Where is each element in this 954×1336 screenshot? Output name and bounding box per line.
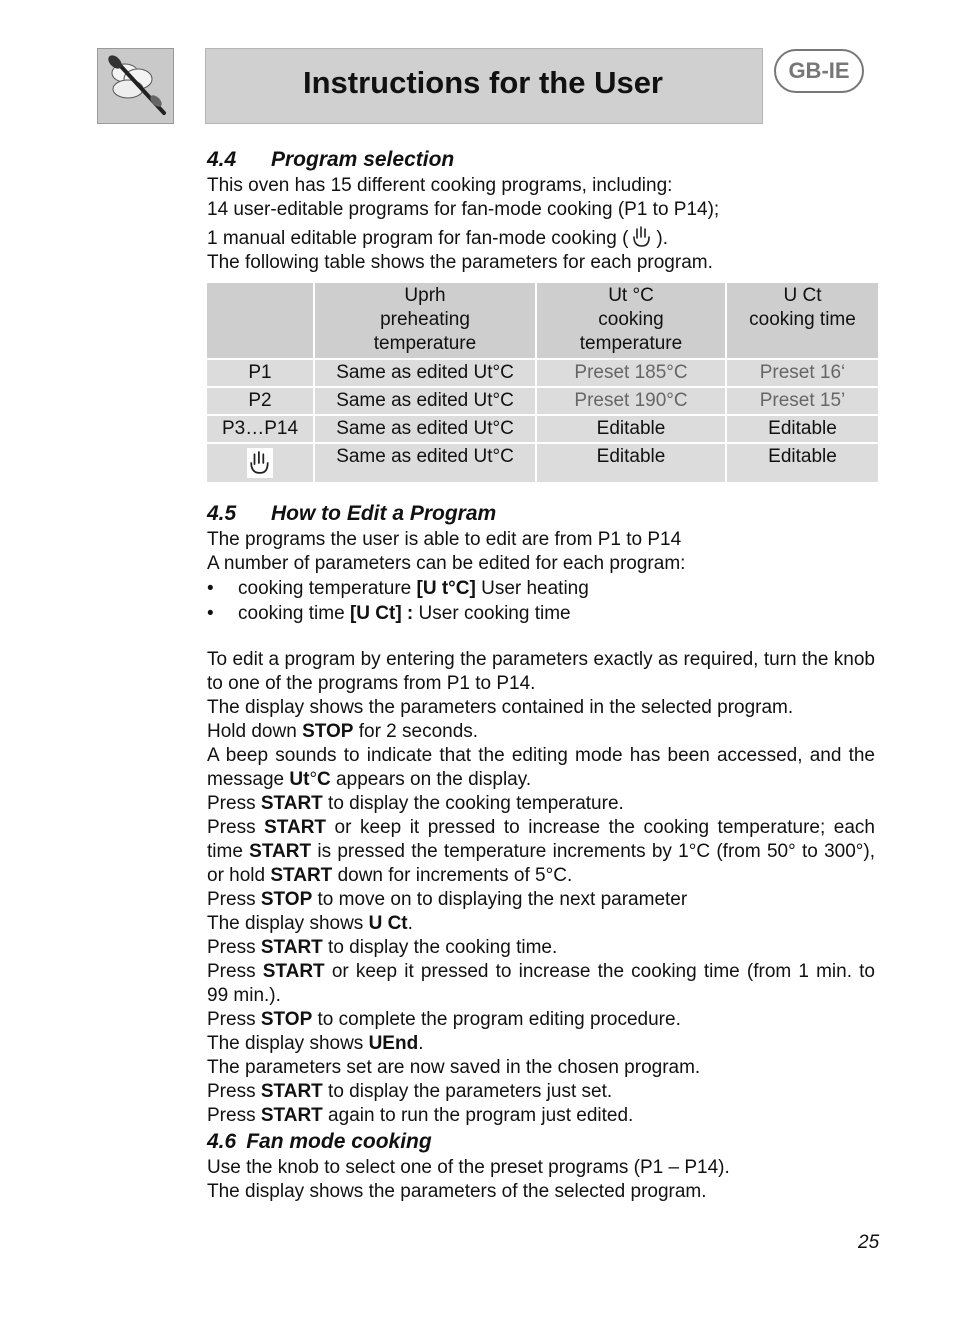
text-run: The display shows [207, 1033, 369, 1054]
text-run: Press [207, 1081, 261, 1102]
text-run: down for increments of 5°C. [332, 865, 573, 886]
bold-keyword: START [264, 817, 327, 838]
section-4-5-intro: A number of parameters can be edited for each program: [207, 553, 686, 574]
instruction-paragraph [207, 1080, 875, 1104]
instruction-paragraph [207, 960, 875, 1008]
text-run: Hold down [207, 721, 303, 742]
instruction-paragraph [207, 912, 875, 936]
text-run: or keep it pressed to increase the cooking temperature; each time [207, 817, 875, 862]
text-run: or keep it pressed to increase the cooking time (from 1 min. to 99 min.). [207, 961, 875, 1006]
list-item: • cooking time [U Ct] : User cooking time [207, 601, 875, 626]
text-run: to display the cooking temperature. [322, 793, 624, 814]
text-run: The display shows [207, 913, 369, 934]
program-table [205, 281, 880, 484]
table-row [207, 416, 878, 442]
hand-icon [247, 448, 273, 478]
table-row [207, 444, 878, 482]
instruction-paragraph [207, 792, 875, 816]
uct-cell: Editable [727, 416, 878, 442]
section-4-4-heading: 4.4 Program selection [207, 148, 455, 171]
instruction-paragraph [207, 1032, 875, 1056]
manual-program-line: 1 manual editable program for fan-mode cooking ( ). [207, 228, 669, 249]
parameter-list [207, 576, 875, 626]
text-run: Press [207, 1009, 261, 1030]
bold-keyword: C [317, 769, 331, 790]
text-run: . [407, 913, 413, 934]
bold-keyword: START [249, 841, 312, 862]
uprh-cell: Same as edited Ut°C [315, 444, 535, 482]
program-cell: P1 [207, 360, 313, 386]
uct-cell: Editable [727, 444, 878, 482]
chef-spoon-logo-icon [98, 49, 173, 123]
ut-cell: Editable [537, 444, 725, 482]
page-number: 25 [858, 1232, 880, 1253]
text-run: . [418, 1033, 424, 1054]
section-4-4-line: 14 user-editable programs for fan-mode cooking (P1 to P14); [207, 199, 720, 220]
editing-steps [207, 648, 875, 1128]
hand-icon [632, 226, 652, 248]
main-content [207, 146, 875, 1204]
program-cell: P2 [207, 388, 313, 414]
text-run: The parameters set are now saved in the chosen program. [207, 1057, 701, 1078]
instruction-paragraph [207, 1008, 875, 1032]
text-run: to move on to displaying the next parameter [312, 889, 688, 910]
section-4-6-line: Use the knob to select one of the preset programs (P1 – P14). [207, 1157, 730, 1178]
instruction-paragraph [207, 888, 875, 912]
text-run: ° [309, 769, 318, 790]
table-header-cell: Uprh preheating temperature [315, 283, 535, 358]
text-run: to display the parameters just set. [322, 1081, 613, 1102]
table-row [207, 360, 878, 386]
text-run: to display the cooking time. [322, 937, 558, 958]
text-run: Press [207, 817, 265, 838]
bold-keyword: UEnd [368, 1033, 419, 1054]
instruction-paragraph [207, 648, 875, 696]
instruction-paragraph [207, 720, 875, 744]
section-4-4-line: This oven has 15 different cooking programs, including: [207, 175, 673, 196]
text-run: A beep sounds to indicate that the editing mode has been accessed, and the message [207, 745, 875, 790]
bold-keyword: START [262, 961, 325, 982]
text-run: to complete the program editing procedure. [312, 1009, 681, 1030]
bold-keyword: START [260, 937, 323, 958]
region-badge: GB-IE [774, 49, 864, 93]
text-run: is pressed the temperature increments by 1°C (from 50° to 300°), or hold [207, 841, 875, 886]
bold-keyword: START [270, 865, 333, 886]
text-run: Press [207, 889, 261, 910]
section-4-5-heading: 4.5 How to Edit a Program [207, 502, 497, 525]
bold-keyword: STOP [260, 1009, 313, 1030]
instruction-paragraph [207, 816, 875, 888]
table-header-row [207, 283, 878, 358]
text-run: again to run the program just edited. [322, 1105, 634, 1126]
program-cell: P3…P14 [207, 416, 313, 442]
section-4-5-intro: The programs the user is able to edit are from P1 to P14 [207, 529, 682, 550]
section-4-6-line: The display shows the parameters of the selected program. [207, 1181, 707, 1202]
instruction-paragraph [207, 1104, 875, 1128]
text-run: The display shows the parameters contained in the selected program. [207, 697, 794, 718]
table-header-cell: U Ct cooking time [727, 283, 878, 358]
instruction-paragraph [207, 744, 875, 792]
program-cell [207, 444, 313, 482]
uct-cell: Preset 15’ [727, 388, 878, 414]
ut-cell: Preset 185°C [537, 360, 725, 386]
bold-keyword: START [260, 1105, 323, 1126]
bold-keyword: Ut [289, 769, 310, 790]
table-row [207, 388, 878, 414]
page-title: Instructions for the User [303, 65, 663, 100]
text-run: Press [207, 961, 263, 982]
text-run: appears on the display. [330, 769, 532, 790]
bold-keyword: START [260, 1081, 323, 1102]
logo [97, 48, 174, 124]
text-run: for 2 seconds. [353, 721, 479, 742]
uprh-cell: Same as edited Ut°C [315, 360, 535, 386]
ut-cell: Editable [537, 416, 725, 442]
header-title-bar [205, 48, 763, 124]
table-header-cell [207, 283, 313, 358]
table-intro: The following table shows the parameters for each program. [207, 252, 713, 273]
text-run: To edit a program by entering the parameters exactly as required, turn the knob to one of the programs from P1 to P14. [207, 649, 875, 694]
bold-keyword: STOP [260, 889, 313, 910]
ut-cell: Preset 190°C [537, 388, 725, 414]
bold-keyword: START [260, 793, 323, 814]
uprh-cell: Same as edited Ut°C [315, 388, 535, 414]
text-run: Press [207, 793, 261, 814]
uct-cell: Preset 16‘ [727, 360, 878, 386]
list-item: • cooking temperature [U t°C] User heating [207, 576, 875, 601]
table-header-cell: Ut °C cooking temperature [537, 283, 725, 358]
instruction-paragraph [207, 1056, 875, 1080]
instruction-paragraph [207, 936, 875, 960]
bold-keyword: U Ct [368, 913, 408, 934]
text-run: Press [207, 937, 261, 958]
uprh-cell: Same as edited Ut°C [315, 416, 535, 442]
instruction-paragraph [207, 696, 875, 720]
section-4-6-heading: 4.6 Fan mode cooking [207, 1130, 432, 1153]
text-run: Press [207, 1105, 261, 1126]
bold-keyword: STOP [302, 721, 354, 742]
